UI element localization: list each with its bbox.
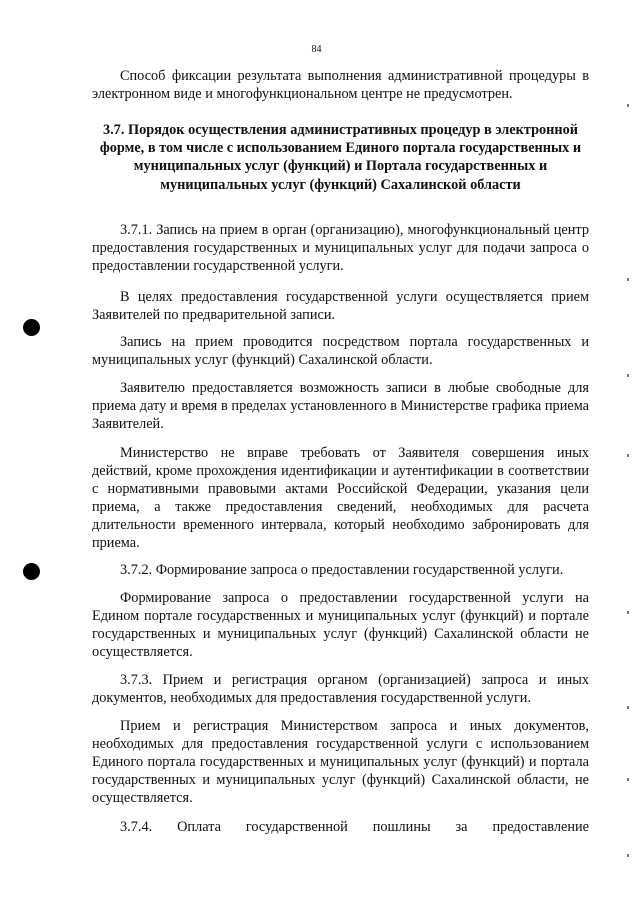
scan-mark: [627, 278, 629, 281]
section-heading: 3.7. Порядок осуществления административных процедур в электронной форме, в том числе с использованием Единого портала государственных и муниципальных услуг (функций) и Портала государственных и муниципальных услуг (функций) Сахалинской области: [99, 122, 582, 193]
paragraph-3-7-1: 3.7.1. Запись на прием в орган (организацию), многофункциональный центр предоставления государственных и муниципальных услуг для подачи запроса о предоставлении государственной услуги.: [92, 222, 589, 274]
scan-mark: [627, 706, 629, 709]
paragraph-request-forming: Формирование запроса о предоставлении государственной услуги на Едином портале государственных и муниципальных услуг (функций) и портале государственных и муниципальных услуг (функций) Сахалинской области не осуществляется.: [92, 590, 589, 660]
scan-mark: [627, 854, 629, 857]
paragraph-registration: Прием и регистрация Министерством запроса и иных документов, необходимых для предоставления государственной услуги с использованием Единого портала государственных и муниципальных услуг (функций) и портала государственных и муниципальных услуг (функций) Сахалинской области, не осуществляется.: [92, 718, 589, 806]
paragraph-booking-portal: Запись на прием проводится посредством портала государственных и муниципальных услуг (функций) Сахалинской области.: [92, 334, 589, 368]
paragraph-preliminary-booking: В целях предоставления государственной услуги осуществляется прием Заявителей по предварительной записи.: [92, 289, 589, 323]
paragraph-fixation-method: Способ фиксации результата выполнения административной процедуры в электронном виде и многофункциональном центре не предусмотрен.: [92, 68, 589, 102]
scan-mark: [627, 611, 629, 614]
paragraph-3-7-2: 3.7.2. Формирование запроса о предоставлении государственной услуги.: [120, 562, 564, 578]
scan-mark: [627, 374, 629, 377]
paragraph-3-7-4: 3.7.4. Оплата государственной пошлины за предоставление: [120, 819, 589, 835]
scan-mark: [627, 778, 629, 781]
paragraph-booking-time: Заявителю предоставляется возможность записи в любые свободные для приема дату и время в пределах установленного в Министерстве графика приема Заявителей.: [92, 380, 589, 432]
paragraph-ministry-requirements: Министерство не вправе требовать от Заявителя совершения иных действий, кроме прохождения идентификации и аутентификации в соответствии с нормативными правовыми актами Российской Федерации, указания цели приема, а также предоставления сведений, необходимых для расчета длительности временного интервала, который необходимо забронировать для приема.: [92, 445, 589, 551]
page-number: 84: [311, 44, 322, 55]
binder-hole-bottom: [23, 563, 40, 580]
scan-mark: [627, 104, 629, 107]
scan-mark: [627, 454, 629, 457]
binder-hole-top: [23, 319, 40, 336]
paragraph-3-7-3: 3.7.3. Прием и регистрация органом (организацией) запроса и иных документов, необходимых для предоставления государственной услуги.: [92, 672, 589, 706]
